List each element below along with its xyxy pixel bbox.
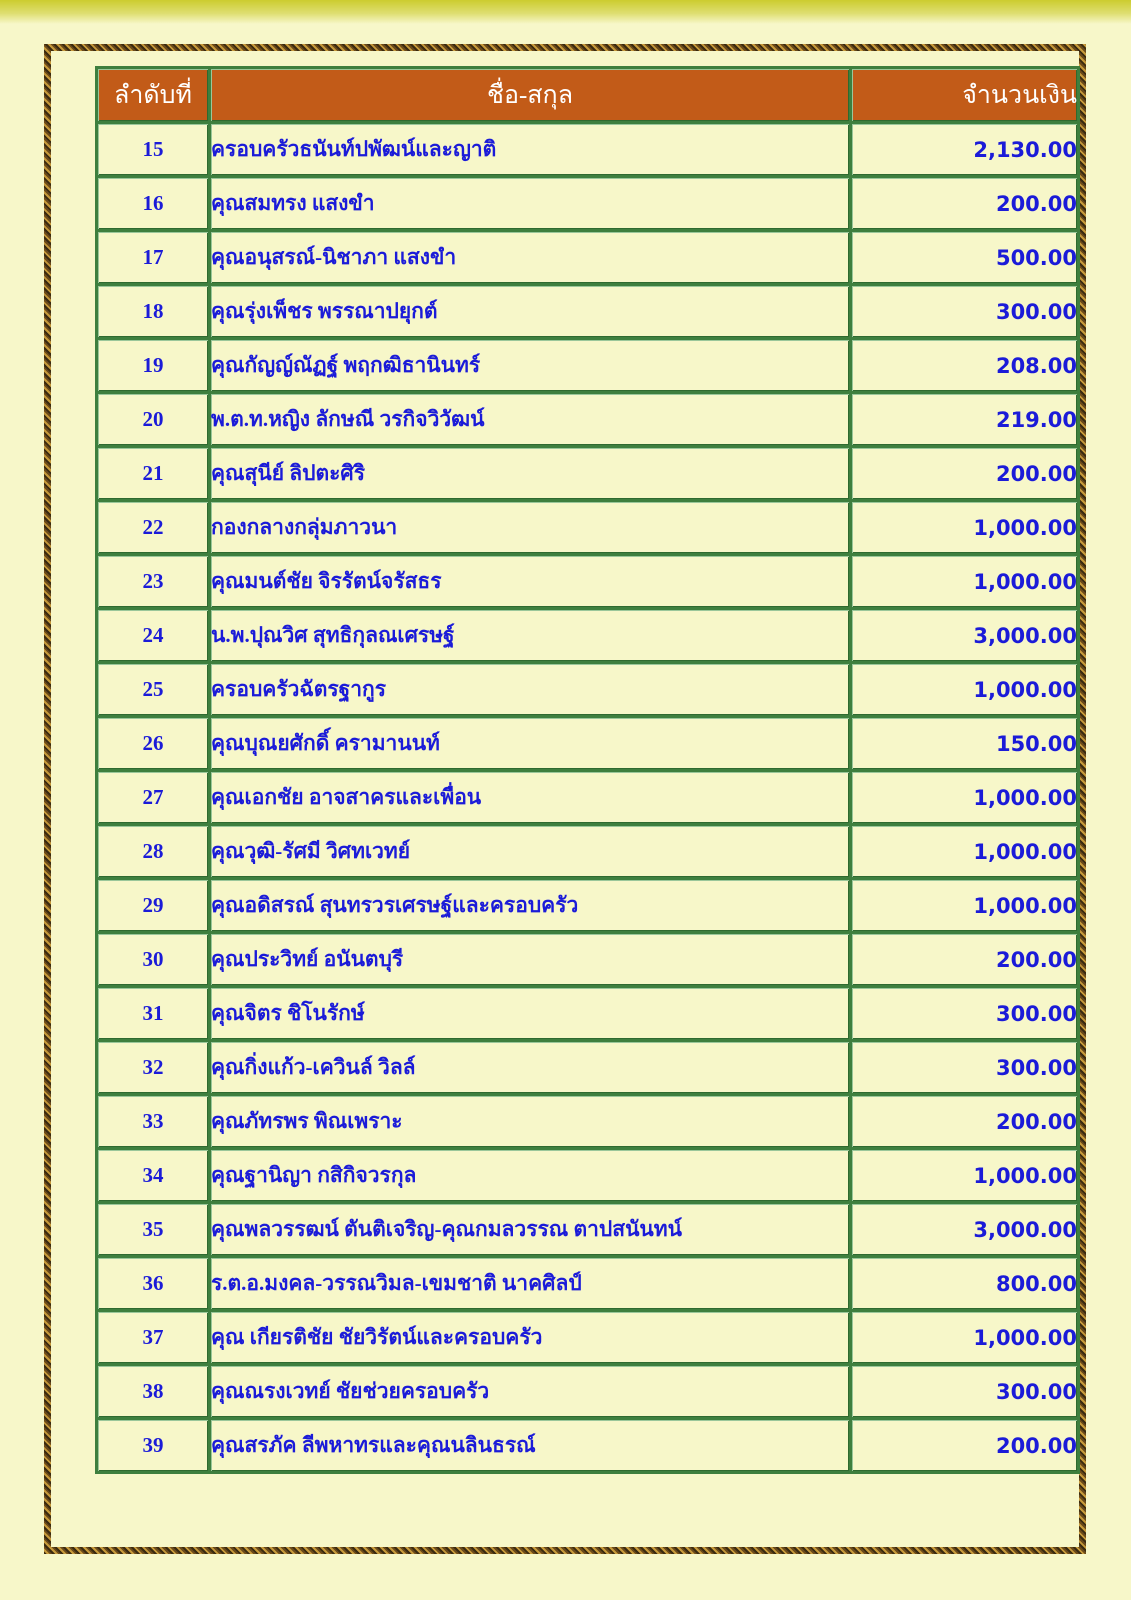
donation-amount: 1,000.00 — [852, 826, 1080, 880]
row-number: 33 — [98, 1096, 211, 1150]
table-row — [98, 1420, 1080, 1474]
donor-name: คุณเอกชัย อาจสาครและเพื่อน — [211, 772, 852, 826]
top-gradient-bar — [0, 0, 1131, 24]
donor-name: คุณบุณยศักดิ์ ครามานนท์ — [211, 718, 852, 772]
table-row — [98, 232, 1080, 286]
row-number: 23 — [98, 556, 211, 610]
row-number: 35 — [98, 1204, 211, 1258]
donation-amount: 2,130.00 — [852, 124, 1080, 178]
donor-name: ครอบครัวฉัตรฐากูร — [211, 664, 852, 718]
donation-amount: 1,000.00 — [852, 772, 1080, 826]
donation-amount: 200.00 — [852, 448, 1080, 502]
donor-name: ครอบครัวธนันท์ปพัฒน์และญาติ — [211, 124, 852, 178]
donor-name: คุณสุนีย์ ลิปตะศิริ — [211, 448, 852, 502]
table-row — [98, 718, 1080, 772]
donation-amount: 1,000.00 — [852, 1312, 1080, 1366]
header-amount: จำนวนเงิน — [852, 69, 1080, 124]
donor-name: คุณประวิทย์ อนันตบุรี — [211, 934, 852, 988]
row-number: 18 — [98, 286, 211, 340]
row-number: 22 — [98, 502, 211, 556]
donor-name: น.พ.ปุณวิศ สุทธิกุลณเศรษฐ์ — [211, 610, 852, 664]
donation-amount: 208.00 — [852, 340, 1080, 394]
donation-amount: 1,000.00 — [852, 1150, 1080, 1204]
row-number: 19 — [98, 340, 211, 394]
table-row — [98, 556, 1080, 610]
row-number: 39 — [98, 1420, 211, 1474]
row-number: 16 — [98, 178, 211, 232]
donor-name: คุณฐานิญา กสิกิจวรกุล — [211, 1150, 852, 1204]
table-row — [98, 448, 1080, 502]
donor-name: คุณสรภัค ลีพหาทรและคุณนลินธรณ์ — [211, 1420, 852, 1474]
header-name: ชื่อ-สกุล — [211, 69, 852, 124]
row-number: 38 — [98, 1366, 211, 1420]
donor-name: คุณ เกียรติชัย ชัยวิรัตน์และครอบครัว — [211, 1312, 852, 1366]
donor-name: คุณจิตร ชิโนรักษ์ — [211, 988, 852, 1042]
donation-amount: 1,000.00 — [852, 664, 1080, 718]
table-header-row — [98, 69, 1080, 124]
table-row — [98, 1204, 1080, 1258]
donor-name: คุณภัทรพร พิณเพราะ — [211, 1096, 852, 1150]
donor-name: คุณอนุสรณ์-นิชาภา แสงขำ — [211, 232, 852, 286]
row-number: 25 — [98, 664, 211, 718]
donation-amount: 300.00 — [852, 988, 1080, 1042]
row-number: 36 — [98, 1258, 211, 1312]
donation-amount: 200.00 — [852, 1096, 1080, 1150]
donation-amount: 3,000.00 — [852, 610, 1080, 664]
row-number: 28 — [98, 826, 211, 880]
donor-name: คุณพลวรรฒน์ ตันติเจริญ-คุณกมลวรรณ ตาปสนันทน์ — [211, 1204, 852, 1258]
donor-name: คุณมนต์ชัย จิรรัตน์จรัสธร — [211, 556, 852, 610]
donation-amount: 300.00 — [852, 1042, 1080, 1096]
table-row — [98, 988, 1080, 1042]
donation-amount: 800.00 — [852, 1258, 1080, 1312]
donation-amount: 200.00 — [852, 934, 1080, 988]
table-row — [98, 772, 1080, 826]
donation-amount: 200.00 — [852, 1420, 1080, 1474]
donor-name: คุณรุ่งเพ็ชร พรรณาปยุกต์ — [211, 286, 852, 340]
row-number: 34 — [98, 1150, 211, 1204]
table-row — [98, 178, 1080, 232]
donation-amount: 1,000.00 — [852, 556, 1080, 610]
donor-name: กองกลางกลุ่มภาวนา — [211, 502, 852, 556]
donation-table — [95, 66, 1080, 1474]
table-row — [98, 1150, 1080, 1204]
table-row — [98, 1042, 1080, 1096]
row-number: 17 — [98, 232, 211, 286]
table-row — [98, 502, 1080, 556]
donation-amount: 1,000.00 — [852, 880, 1080, 934]
donation-amount: 200.00 — [852, 178, 1080, 232]
donor-name: คุณกิ่งแก้ว-เควินล์ วิลล์ — [211, 1042, 852, 1096]
donation-amount: 3,000.00 — [852, 1204, 1080, 1258]
row-number: 37 — [98, 1312, 211, 1366]
donor-name: คุณกัญญ์ณัฏฐ์ พฤกฒิธานินทร์ — [211, 340, 852, 394]
donor-name: คุณณรงเวทย์ ชัยช่วยครอบครัว — [211, 1366, 852, 1420]
table-row — [98, 1258, 1080, 1312]
donation-amount: 150.00 — [852, 718, 1080, 772]
donor-name: คุณสมทรง แสงขำ — [211, 178, 852, 232]
table-row — [98, 340, 1080, 394]
table-row — [98, 124, 1080, 178]
header-number: ลำดับที่ — [98, 69, 211, 124]
donation-amount: 500.00 — [852, 232, 1080, 286]
donation-amount: 300.00 — [852, 286, 1080, 340]
row-number: 30 — [98, 934, 211, 988]
donation-amount: 219.00 — [852, 394, 1080, 448]
row-number: 31 — [98, 988, 211, 1042]
donor-name: คุณอดิสรณ์ สุนทรวรเศรษฐ์และครอบครัว — [211, 880, 852, 934]
donation-amount: 300.00 — [852, 1366, 1080, 1420]
table-row — [98, 1312, 1080, 1366]
table-row — [98, 934, 1080, 988]
donor-name: คุณวุฒิ-รัศมี วิศทเวทย์ — [211, 826, 852, 880]
donation-amount: 1,000.00 — [852, 502, 1080, 556]
table-row — [98, 610, 1080, 664]
row-number: 32 — [98, 1042, 211, 1096]
row-number: 24 — [98, 610, 211, 664]
row-number: 27 — [98, 772, 211, 826]
table-row — [98, 826, 1080, 880]
row-number: 29 — [98, 880, 211, 934]
table-row — [98, 880, 1080, 934]
table-row — [98, 286, 1080, 340]
table-row — [98, 664, 1080, 718]
row-number: 20 — [98, 394, 211, 448]
row-number: 15 — [98, 124, 211, 178]
table-row — [98, 1366, 1080, 1420]
table-row — [98, 394, 1080, 448]
donor-name: พ.ต.ท.หญิง ลักษณี วรกิจวิวัฒน์ — [211, 394, 852, 448]
table-row — [98, 1096, 1080, 1150]
table-body — [98, 124, 1080, 1474]
row-number: 21 — [98, 448, 211, 502]
donor-name: ร.ต.อ.มงคล-วรรณวิมล-เขมชาติ นาคศิลป์ — [211, 1258, 852, 1312]
row-number: 26 — [98, 718, 211, 772]
